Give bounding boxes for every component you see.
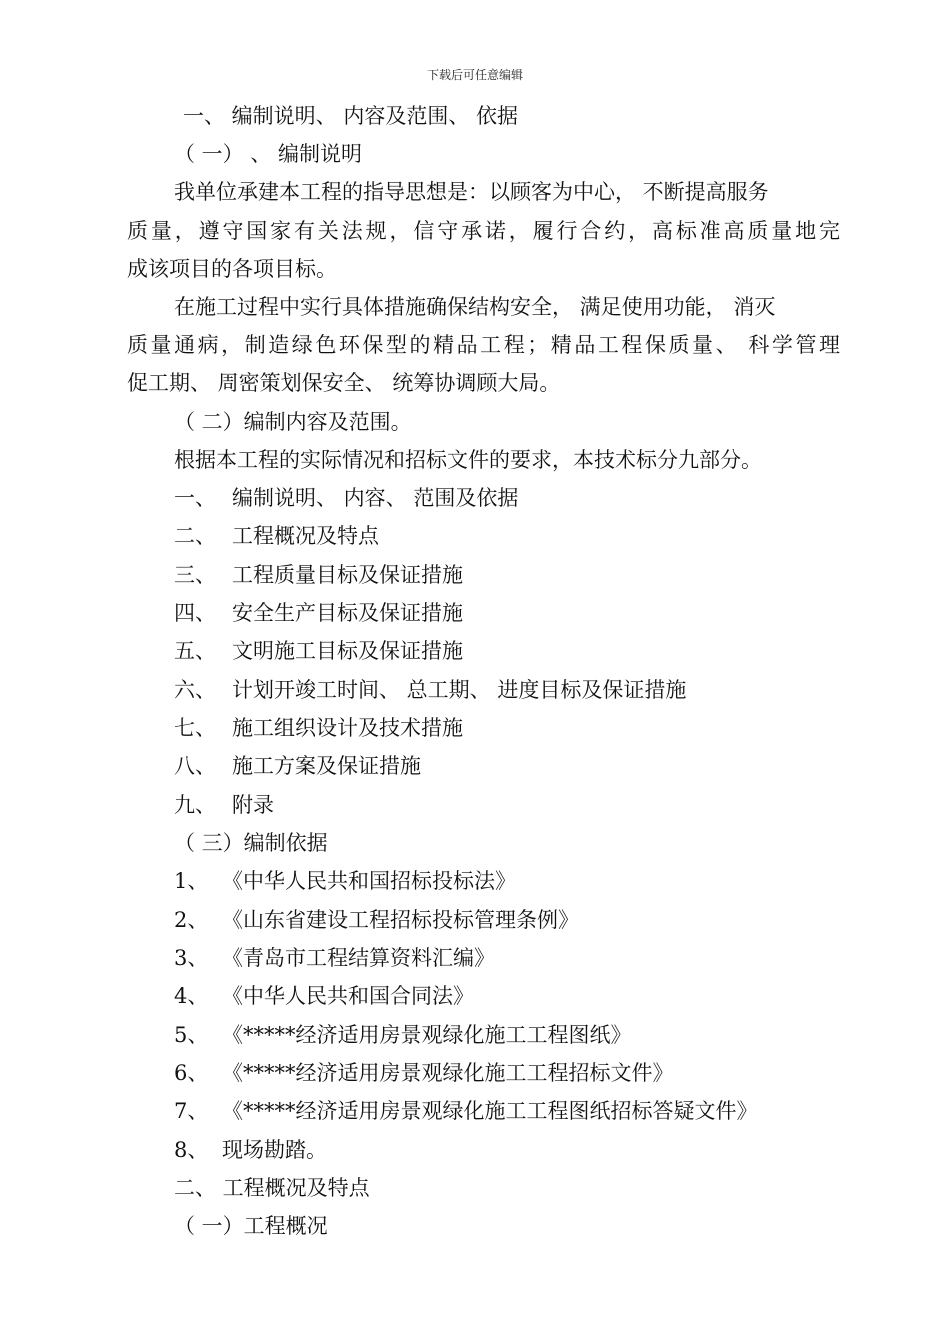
- part-item-num: 一、: [174, 486, 216, 510]
- subsection-1-title: （ 一） 、 编制说明: [174, 142, 363, 166]
- basis-item-num: 6、: [174, 1061, 209, 1085]
- part-item-text: 工程概况及特点: [232, 524, 379, 548]
- section-2-subsection-1-title: （ 一）工程概况: [174, 1214, 328, 1238]
- basis-item-text: 现场勘踏。: [222, 1138, 327, 1162]
- basis-item-text: 《*****经济适用房景观绿化施工工程招标文件》: [222, 1061, 674, 1085]
- basis-item-text: 《中华人民共和国招标投标法》: [222, 869, 516, 893]
- paragraph-2-line-2: 质量通病，制造绿色环保型的精品工程；精品工程保质量、 科学管理: [127, 333, 840, 357]
- paragraph-1-line-2: 质量，遵守国家有关法规，信守承诺，履行合约，高标准高质量地完: [127, 219, 840, 243]
- part-item-text: 工程质量目标及保证措施: [232, 563, 463, 587]
- part-item-num: 二、: [174, 524, 216, 548]
- basis-item-num: 7、: [174, 1099, 209, 1123]
- basis-item-num: 1、: [174, 869, 209, 893]
- part-item-num: 五、: [174, 639, 216, 663]
- basis-item-num: 4、: [174, 984, 209, 1008]
- paragraph-1-line-1: 我单位承建本工程的指导思想是：以顾客为中心， 不断提高服务: [174, 180, 769, 204]
- basis-item-num: 8、: [174, 1138, 209, 1162]
- section-2-title: 二、 工程概况及特点: [174, 1176, 370, 1200]
- basis-item-text: 《*****经济适用房景观绿化施工工程图纸》: [222, 1023, 632, 1047]
- part-item-num: 四、: [174, 601, 216, 625]
- part-item-num: 七、: [174, 716, 216, 740]
- part-item-num: 六、: [174, 678, 216, 702]
- paragraph-2-line-1: 在施工过程中实行具体措施确保结构安全， 满足使用功能， 消灭: [174, 295, 776, 319]
- part-item-text: 文明施工目标及保证措施: [232, 639, 463, 663]
- basis-item-num: 2、: [174, 908, 209, 932]
- subsection-2-intro: 根据本工程的实际情况和招标文件的要求，本技术标分九部分。: [174, 448, 762, 472]
- part-item-text: 附录: [232, 793, 274, 817]
- basis-item-num: 3、: [174, 946, 209, 970]
- basis-item-text: 《*****经济适用房景观绿化施工工程图纸招标答疑文件》: [222, 1099, 758, 1123]
- basis-item-text: 《山东省建设工程招标投标管理条例》: [222, 908, 579, 932]
- subsection-3-title: （ 三）编制依据: [174, 831, 328, 855]
- part-item-text: 安全生产目标及保证措施: [232, 601, 463, 625]
- paragraph-2-line-3: 促工期、 周密策划保安全、 统筹协调顾大局。: [127, 371, 561, 395]
- part-item-num: 八、: [174, 754, 216, 778]
- part-item-text: 施工方案及保证措施: [232, 754, 421, 778]
- part-item-num: 九、: [174, 793, 216, 817]
- part-item-text: 施工组织设计及技术措施: [232, 716, 463, 740]
- subsection-2-title: （ 二）编制内容及范围。: [174, 410, 412, 434]
- basis-item-text: 《青岛市工程结算资料汇编》: [222, 946, 495, 970]
- basis-item-text: 《中华人民共和国合同法》: [222, 984, 474, 1008]
- part-item-text: 计划开竣工时间、 总工期、 进度目标及保证措施: [232, 678, 687, 702]
- basis-item-num: 5、: [174, 1023, 209, 1047]
- part-item-num: 三、: [174, 563, 216, 587]
- part-item-text: 编制说明、 内容、 范围及依据: [232, 486, 519, 510]
- page-header: 下载后可任意编辑: [426, 68, 523, 82]
- section-1-title: 一、 编制说明、 内容及范围、 依据: [183, 104, 519, 128]
- paragraph-1-line-3: 成该项目的各项目标。: [127, 257, 337, 281]
